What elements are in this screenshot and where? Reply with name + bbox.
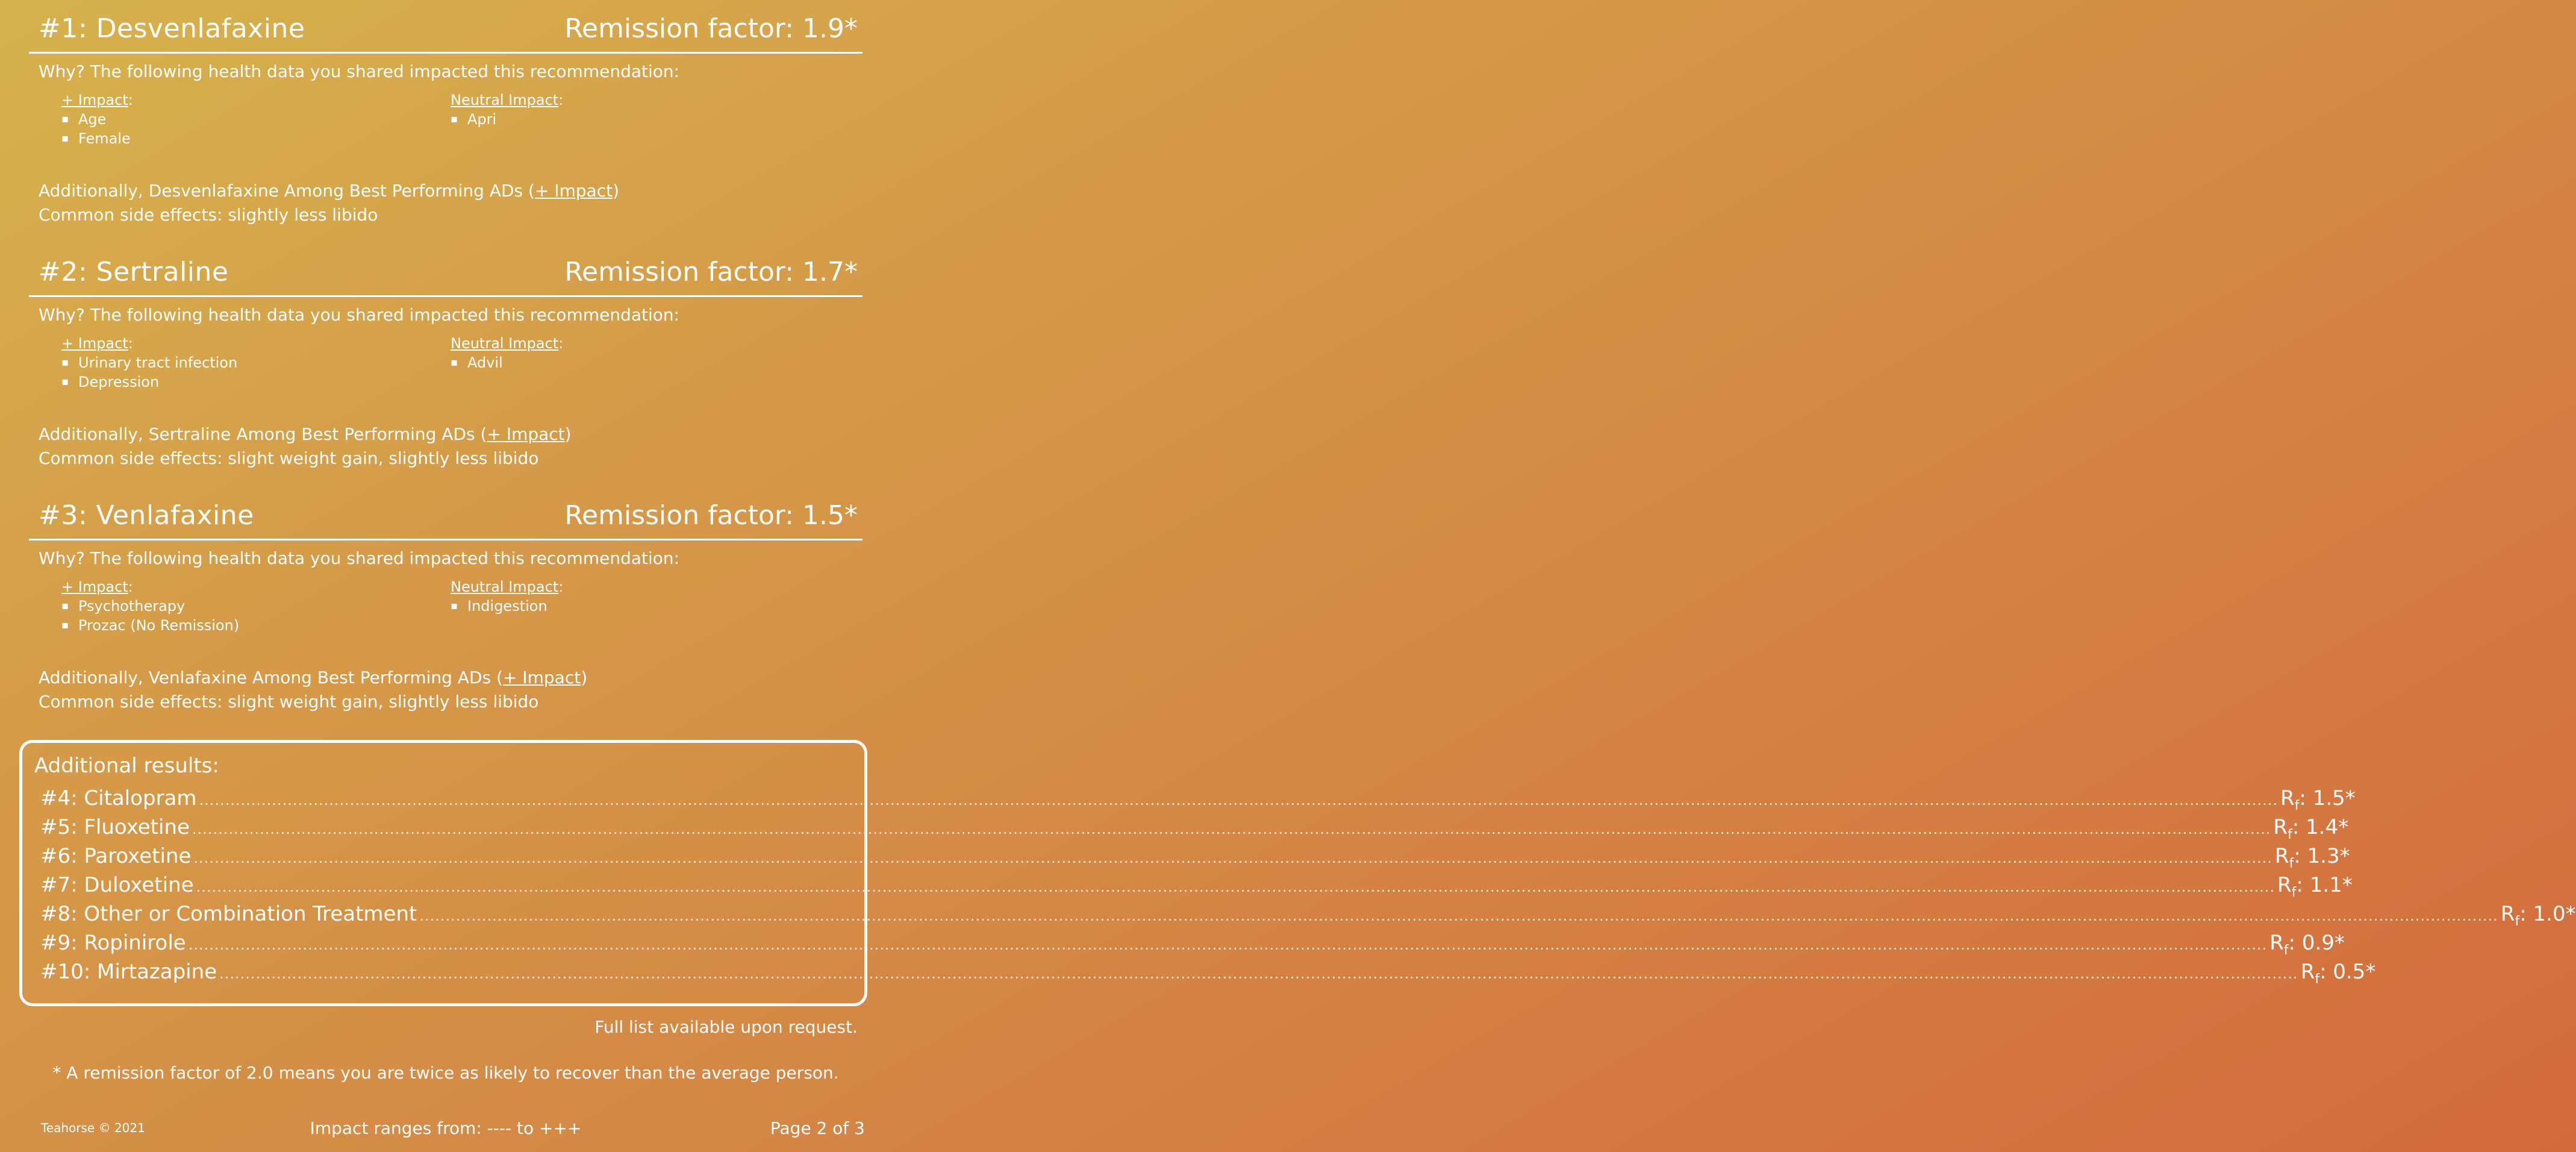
recommendation-section — [29, 0, 862, 225]
rf-value: : 1.5* — [2299, 786, 2356, 810]
rf-value: : 1.3* — [2294, 844, 2350, 868]
paren-close: ) — [581, 668, 588, 687]
rf-subscript: f — [2289, 856, 2294, 871]
result-rf — [2280, 786, 2356, 813]
remission-factor: Remission factor: 1.5* — [564, 500, 858, 531]
colon: : — [128, 335, 133, 352]
positive-impact-heading — [61, 334, 237, 353]
neutral-impact-text: Advil — [467, 354, 503, 371]
result-row — [40, 786, 2356, 813]
result-rf — [2269, 931, 2345, 958]
rf-label: R — [2280, 786, 2295, 810]
result-name: #4: Citalopram — [40, 786, 197, 810]
remission-factor: Remission factor: 1.7* — [564, 257, 858, 287]
rf-subscript: f — [2515, 913, 2520, 929]
drug-name: Venlafaxine — [148, 668, 247, 687]
rf-subscript: f — [2283, 942, 2289, 958]
dot-leader: ................................................................................................................................................................................................................................................................................................................................................................................................................ — [419, 907, 2498, 924]
side-effects-line — [39, 692, 538, 712]
positive-impact-item — [61, 353, 237, 372]
page-number: Page 2 of 3 — [770, 1118, 865, 1138]
positive-impact-list — [61, 353, 237, 392]
additionally-prefix: Additionally, — [39, 668, 143, 687]
full-list-note: Full list available upon request. — [594, 1017, 858, 1037]
rf-value: : 1.4* — [2292, 815, 2349, 839]
positive-impact-tag: + Impact — [534, 181, 613, 201]
result-rf — [2277, 873, 2353, 900]
colon: : — [558, 92, 564, 108]
rf-subscript: f — [2315, 971, 2320, 987]
positive-impact-text: Psychotherapy — [78, 598, 186, 615]
recommendation-title: #3: Venlafaxine — [39, 500, 254, 531]
result-name: #10: Mirtazapine — [40, 960, 217, 984]
rf-label: R — [2273, 815, 2288, 839]
colon: : — [558, 578, 564, 595]
rf-value: : 1.1* — [2296, 873, 2353, 897]
recommendation-title: #1: Desvenlafaxine — [39, 13, 305, 44]
rf-label: R — [2277, 873, 2292, 897]
rf-value: : 0.5* — [2319, 960, 2376, 984]
side-effects-text: slightly less libido — [228, 205, 378, 225]
neutral-impact-column — [451, 90, 563, 129]
neutral-impact-heading — [451, 334, 563, 353]
result-row — [40, 902, 2576, 929]
rf-value: : 1.0* — [2519, 902, 2576, 926]
recommendation-header — [29, 243, 862, 297]
positive-impact-heading — [61, 90, 133, 110]
neutral-impact-column — [451, 577, 563, 616]
positive-impact-tag: + Impact — [487, 424, 565, 444]
rf-label: R — [2274, 844, 2289, 868]
result-name: #5: Fluoxetine — [40, 815, 190, 839]
recommendation-section — [29, 243, 862, 468]
why-text: Why? The following health data you shared impacted this recommendation: — [39, 548, 680, 568]
positive-impact-column — [61, 90, 133, 148]
dot-leader: ................................................................................................................................................................................................................................................................................................................................................................................................................ — [199, 792, 2278, 809]
positive-impact-text: Female — [78, 130, 131, 147]
neutral-impact-item — [451, 596, 563, 616]
dot-leader: ................................................................................................................................................................................................................................................................................................................................................................................................................ — [188, 936, 2268, 953]
bullet-icon: ▪ — [451, 599, 458, 612]
additionally-line — [39, 181, 619, 201]
bullet-icon: ▪ — [61, 113, 69, 125]
positive-impact-column — [61, 577, 239, 635]
dot-leader: ................................................................................................................................................................................................................................................................................................................................................................................................................ — [193, 850, 2272, 866]
bullet-icon: ▪ — [61, 356, 69, 369]
result-rf — [2301, 960, 2376, 987]
positive-impact-text: Depression — [78, 374, 160, 390]
bullet-icon: ▪ — [61, 375, 69, 388]
neutral-impact-label: Neutral Impact — [451, 335, 559, 352]
why-text: Why? The following health data you shared impacted this recommendation: — [39, 305, 680, 325]
neutral-impact-text: Apri — [467, 111, 497, 128]
side-effects-line — [39, 205, 378, 225]
positive-impact-column — [61, 334, 237, 392]
dot-leader: ................................................................................................................................................................................................................................................................................................................................................................................................................ — [196, 878, 2275, 895]
rf-subscript: f — [2288, 827, 2292, 842]
paren-close: ) — [613, 181, 620, 201]
colon: : — [128, 578, 133, 595]
bullet-icon: ▪ — [61, 132, 69, 145]
positive-impact-label: + Impact — [61, 335, 128, 352]
recommendation-title: #2: Sertraline — [39, 257, 229, 287]
among-best-text: Among Best Performing ADs — [284, 181, 523, 201]
neutral-impact-list — [451, 353, 563, 372]
additional-results-title: Additional results: — [34, 754, 219, 778]
result-rf — [2501, 902, 2576, 929]
rf-label: R — [2300, 960, 2315, 984]
neutral-impact-heading — [451, 577, 563, 596]
paren-close: ) — [564, 424, 572, 444]
side-effects-text: slight weight gain, slightly less libido — [228, 692, 539, 712]
paren-open: ( — [528, 181, 535, 201]
neutral-impact-item — [451, 110, 563, 129]
positive-impact-heading — [61, 577, 239, 596]
result-row — [40, 960, 2376, 987]
side-effects-text: slight weight gain, slightly less libido — [228, 448, 539, 468]
bullet-icon: ▪ — [61, 619, 69, 631]
neutral-impact-label: Neutral Impact — [451, 92, 559, 108]
copyright: Teahorse © 2021 — [41, 1121, 145, 1135]
colon: : — [558, 335, 564, 352]
neutral-impact-list — [451, 596, 563, 616]
additionally-line — [39, 668, 587, 687]
positive-impact-list — [61, 596, 239, 635]
additionally-prefix: Additionally, — [39, 424, 143, 444]
positive-impact-item — [61, 616, 239, 635]
result-row — [40, 931, 2345, 958]
positive-impact-item — [61, 110, 133, 129]
result-name: #7: Duloxetine — [40, 873, 194, 897]
additional-results-box — [19, 740, 2576, 1006]
result-name: #8: Other or Combination Treatment — [40, 902, 417, 926]
result-rf — [2275, 844, 2350, 871]
among-best-text: Among Best Performing ADs — [252, 668, 491, 687]
drug-name: Sertraline — [148, 424, 231, 444]
positive-impact-list — [61, 110, 133, 148]
dot-leader: ................................................................................................................................................................................................................................................................................................................................................................................................................ — [219, 965, 2298, 982]
paren-open: ( — [480, 424, 487, 444]
rf-value: : 0.9* — [2288, 931, 2345, 955]
positive-impact-tag: + Impact — [503, 668, 581, 687]
recommendation-header — [29, 0, 862, 54]
result-row — [40, 873, 2353, 900]
why-text: Why? The following health data you shared impacted this recommendation: — [39, 61, 680, 81]
positive-impact-item — [61, 372, 237, 392]
rf-label: R — [2269, 931, 2284, 955]
bullet-icon: ▪ — [451, 113, 458, 125]
positive-impact-text: Age — [78, 111, 107, 128]
impact-range-note: Impact ranges from: ---- to +++ — [310, 1118, 582, 1138]
bullet-icon: ▪ — [61, 599, 69, 612]
recommendation-section — [29, 487, 862, 712]
result-row — [40, 815, 2349, 842]
recommendation-header — [29, 487, 862, 540]
bullet-icon: ▪ — [451, 356, 458, 369]
neutral-impact-text: Indigestion — [467, 598, 547, 615]
result-row — [40, 844, 2350, 871]
neutral-impact-heading — [451, 90, 563, 110]
neutral-impact-list — [451, 110, 563, 129]
rf-subscript: f — [2291, 884, 2297, 900]
paren-open: ( — [496, 668, 503, 687]
positive-impact-item — [61, 596, 239, 616]
positive-impact-label: + Impact — [61, 578, 128, 595]
side-effects-prefix: Common side effects: — [39, 448, 223, 468]
dot-leader: ................................................................................................................................................................................................................................................................................................................................................................................................................ — [192, 821, 2271, 837]
rf-label: R — [2500, 902, 2515, 926]
side-effects-prefix: Common side effects: — [39, 692, 223, 712]
result-rf — [2274, 815, 2349, 842]
neutral-impact-column — [451, 334, 563, 372]
side-effects-line — [39, 448, 538, 468]
drug-name: Desvenlafaxine — [148, 181, 279, 201]
neutral-impact-label: Neutral Impact — [451, 578, 559, 595]
additionally-line — [39, 424, 572, 444]
side-effects-prefix: Common side effects: — [39, 205, 223, 225]
rf-subscript: f — [2294, 798, 2300, 813]
neutral-impact-item — [451, 353, 563, 372]
colon: : — [128, 92, 133, 108]
remission-factor: Remission factor: 1.9* — [564, 13, 858, 44]
remission-footnote: * A remission factor of 2.0 means you are twice as likely to recover than the average person. — [52, 1063, 839, 1083]
result-name: #6: Paroxetine — [40, 844, 192, 868]
positive-impact-text: Urinary tract infection — [78, 354, 238, 371]
additionally-prefix: Additionally, — [39, 181, 143, 201]
among-best-text: Among Best Performing ADs — [236, 424, 475, 444]
result-name: #9: Ropinirole — [40, 931, 186, 955]
positive-impact-item — [61, 129, 133, 148]
positive-impact-label: + Impact — [61, 92, 128, 108]
positive-impact-text: Prozac (No Remission) — [78, 617, 240, 634]
